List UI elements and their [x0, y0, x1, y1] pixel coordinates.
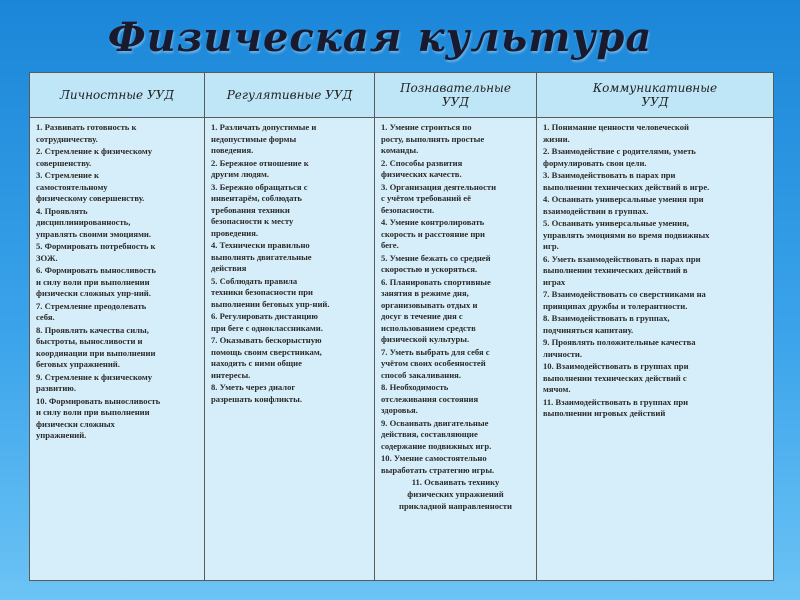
- list-item: 2. Бережное отношение к другим людям.: [211, 157, 309, 180]
- cell-cognitive-uud: [375, 118, 537, 581]
- list-item: 9. Осваивать двигательные действия, составляющие содержание подвижных игр.: [381, 417, 492, 451]
- header-communicative-uud: Коммуникативные УУД: [537, 73, 774, 118]
- cell-personal-uud: [30, 118, 205, 581]
- list-item: 1. Различать допустимые и недопустимые формы поведения.: [211, 122, 317, 156]
- list-item: 1. Понимание ценности человеческой жизни.: [543, 122, 690, 144]
- list-item: 7. Взаимодействовать со сверстниками на принципах дружбы и толерантности.: [543, 289, 706, 311]
- table-body-row: [30, 118, 774, 581]
- list-item: 6. Уметь взаимодействовать в парах при выполнении технических действий в играх: [543, 253, 701, 287]
- list-item: 2. Взаимодействие с родителями, уметь формулировать свои цели.: [543, 146, 696, 168]
- list-item: 6. Формировать выносливость и силу воли при выполнении физически сложных упр-ний.: [36, 265, 156, 299]
- list-item: 4. Технически правильно выполнять двигательные действия: [211, 240, 312, 274]
- list-item: 9. Проявлять положительные качества личности.: [543, 337, 696, 359]
- list-item: 3. Стремление к самостоятельному физическому совершенству.: [36, 170, 145, 204]
- list-item: 8. Необходимость отслеживания состояния здоровья.: [381, 382, 479, 416]
- table-header-row: [30, 73, 774, 118]
- list-item: 3. Бережно обращаться с инвентарём, соблюдать требования техники безопасности к месту проведения.: [211, 181, 308, 238]
- list-item: 8. Уметь через диалог разрешать конфликты.: [211, 382, 302, 404]
- cell-communicative-uud: [537, 118, 774, 581]
- list-item: 10. Взаимодействовать в группах при выполнении технических действий с мячом.: [543, 361, 689, 395]
- list-item: 1. Развивать готовность к сотрудничеству.: [36, 122, 137, 144]
- list-item: 5. Соблюдать правила техники безопасности при выполнении беговых упр-ний.: [211, 275, 330, 309]
- cell-regulatory-uud: [205, 118, 375, 581]
- list-item: 11. Взаимодействовать в группах при выполнении игровых действий: [543, 396, 689, 419]
- list-item: 8. Взаимодействовать в группах, подчиняться капитану.: [543, 313, 670, 335]
- list-item: 5. Осваивать универсальные умения, управлять эмоциями во время подвижных игр.: [543, 218, 710, 252]
- header-cognitive-uud: Познавательные УУД: [375, 73, 537, 118]
- list-item: 9. Стремление к физическому развитию.: [36, 371, 153, 394]
- header-personal-uud: Личностные УУД: [30, 73, 205, 118]
- list-item: 4. Умение контролировать скорость и расстояние при беге.: [381, 217, 485, 251]
- list-item: 6. Планировать спортивные занятия в режиме дня, организовывать отдых и досуг в течение дня с использованием средств физической культуры.: [381, 276, 491, 345]
- list-item: 2. Стремление к физическому совершенству.: [36, 146, 153, 168]
- list-item: 10. Умение самостоятельно выработать стратегию игры.: [381, 453, 495, 475]
- list-item: 7. Стремление преодолевать себя.: [36, 300, 147, 323]
- header-regulatory-uud: Регулятивные УУД: [205, 73, 375, 118]
- list-item: 3. Взаимодействовать в парах при выполнении технических действий в игре.: [543, 170, 710, 192]
- list-item: 4. Осваивать универсальные умения при взаимодействии в группах.: [543, 194, 704, 216]
- list-item: 4. Проявлять дисциплинированность, управлять своими эмоциями.: [36, 205, 152, 239]
- list-item: 10. Формировать выносливость и силу воли при выполнении физически сложных упражнений.: [36, 395, 161, 441]
- list-item: 1. Умение строиться по росту, выполнять простые команды.: [381, 122, 485, 156]
- list-item: 3. Организация деятельности с учётом требований её безопасности.: [381, 181, 497, 215]
- page-title: Физическая культура: [107, 14, 653, 61]
- list-item: 7. Уметь выбрать для себя с учётом своих особенностей способ закаливания.: [381, 346, 490, 380]
- list-item: 7. Оказывать бескорыстную помощь своим сверстникам, находить с ними общие интересы.: [211, 335, 322, 380]
- list-item: 6. Регулировать дистанцию при беге с одноклассниками.: [211, 311, 323, 333]
- list-item: 8. Проявлять качества силы, быстроты, выносливости и координации при выполнении беговых упражнений.: [36, 324, 156, 370]
- list-item: 5. Умение бежать со средней скоростью и ускоряться.: [381, 252, 491, 275]
- uud-table: [29, 72, 774, 581]
- list-item: 2. Способы развития физических качеств.: [381, 157, 463, 180]
- list-item: 11. Осваивать технику физических упражнений прикладной направленности: [399, 477, 512, 511]
- list-item: 5. Формировать потребность к ЗОЖ.: [36, 241, 156, 263]
